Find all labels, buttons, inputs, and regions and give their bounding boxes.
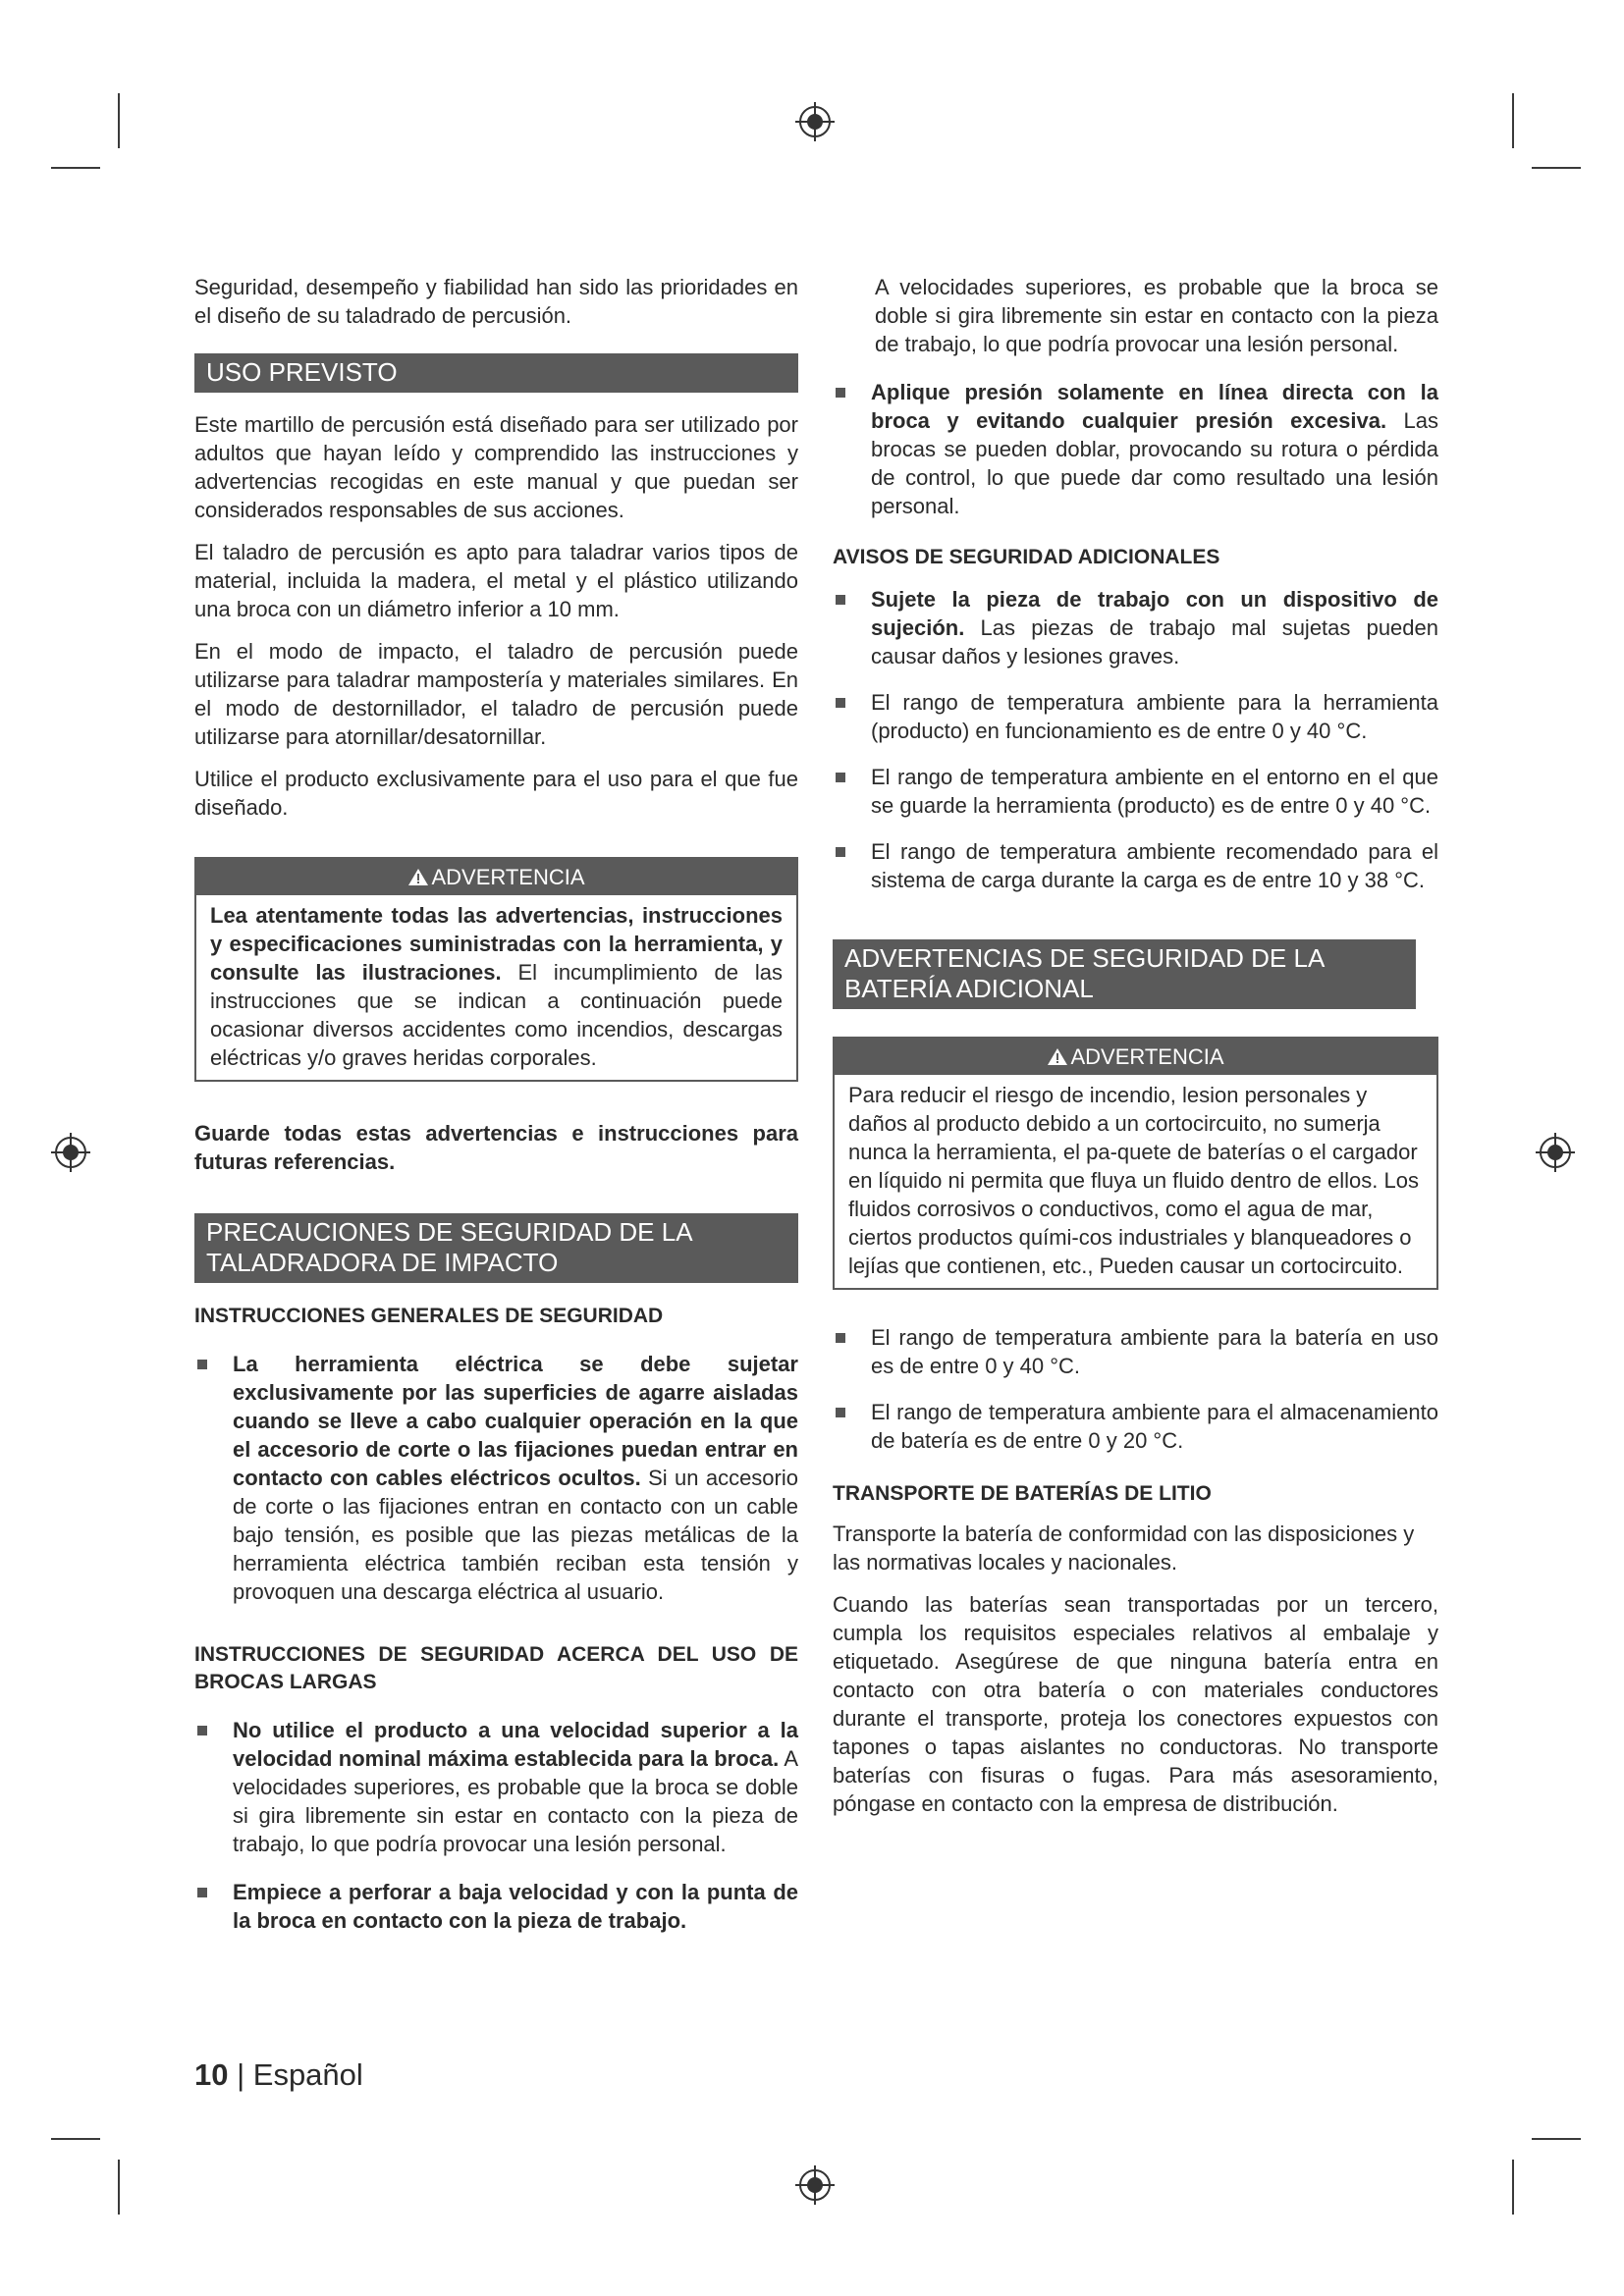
bullet-text: Si un accesorio de corte o las fijaciones entran en contacto con un cable bajo tensión, es posible que las piezas metálicas de la herramienta eléctrica también reciban esta tensión y provoquen una descarga eléctrica al usuario.	[233, 1466, 798, 1604]
footer-language: Español	[252, 2057, 363, 2092]
bullet-square-icon	[836, 595, 845, 605]
registration-mark-icon	[1534, 1131, 1577, 1174]
list-item	[194, 1716, 798, 1858]
bullet-bold-text: No utilice el producto a una velocidad superior a la velocidad nominal máxima establecida para la broca.	[233, 1718, 798, 1771]
page-footer	[194, 2057, 363, 2093]
bullet-square-icon	[197, 1726, 207, 1735]
list-item	[833, 688, 1438, 745]
crop-mark	[51, 167, 100, 169]
list-item	[833, 585, 1438, 670]
warning-title: ADVERTENCIA	[431, 865, 585, 889]
warning-bold-text: Lea atentamente todas las advertencias, instrucciones y especificaciones suministradas con la herramienta, y consulte las ilustraciones.	[210, 903, 783, 985]
section-heading-precauciones: PRECAUCIONES DE SEGURIDAD DE LA TALADRADORA DE IMPACTO	[194, 1213, 798, 1283]
footer-separator: |	[228, 2057, 253, 2092]
bullet-square-icon	[836, 773, 845, 782]
crop-mark	[1532, 2138, 1581, 2140]
crop-mark	[1532, 167, 1581, 169]
subheading-avisos: AVISOS DE SEGURIDAD ADICIONALES	[833, 546, 1220, 568]
list-item	[194, 1878, 798, 1935]
bullet-text: A velocidades superiores, es probable que la broca se doble si gira libremente sin estar en contacto con la pieza de trabajo, lo que podría provocar una lesión personal.	[233, 1746, 798, 1856]
bullet-text: Las piezas de trabajo mal sujetas pueden causar daños y lesiones graves.	[871, 615, 1438, 668]
warning-box	[833, 1037, 1438, 1290]
intro-paragraph: Seguridad, desempeño y fiabilidad han sido las prioridades en el diseño de su taladrado de percusión.	[194, 275, 798, 328]
bullet-bold-text: Sujete la pieza de trabajo con un dispositivo de sujeción.	[871, 587, 1438, 640]
bullet-square-icon	[197, 1888, 207, 1897]
warning-header	[196, 859, 796, 895]
save-note: Guarde todas estas advertencias e instrucciones para futuras referencias.	[194, 1121, 798, 1174]
bullet-square-icon	[836, 698, 845, 708]
section-heading-bateria: ADVERTENCIAS DE SEGURIDAD DE LA BATERÍA ADICIONAL	[833, 939, 1416, 1009]
right-column	[833, 273, 1438, 1818]
bullet-bold-text: Aplique presión solamente en línea directa con la broca y evitando cualquier presión excesiva.	[871, 380, 1438, 433]
bullet-square-icon	[197, 1360, 207, 1369]
list-item	[833, 378, 1438, 520]
bullet-text: El rango de temperatura ambiente recomendado para el sistema de carga durante la carga es de entre 10 y 38 °C.	[871, 839, 1438, 892]
bullet-bold-text: Empiece a perforar a baja velocidad y con la punta de la broca en contacto con la pieza de trabajo.	[233, 1880, 798, 1933]
list-item	[833, 837, 1438, 894]
warning-body-text: El incumplimiento de las instrucciones que se indican a continuación puede ocasionar diversos accidentes como incendios, descargas eléctricas y/o graves heridas corporales.	[210, 960, 783, 1070]
section-heading-uso-previsto: USO PREVISTO	[194, 353, 798, 393]
bullet-bold-text: La herramienta eléctrica se debe sujetar exclusivamente por las superficies de agarre aisladas cuando se lleve a cabo cualquier operación en la que el accesorio de corte o las fijaciones puedan entrar en contacto con cables eléctricos ocultos.	[233, 1352, 798, 1490]
registration-mark-icon	[793, 100, 837, 143]
bullet-text: Las brocas se pueden doblar, provocando su rotura o pérdida de control, lo que puede dar como resultado una lesión personal.	[871, 408, 1438, 518]
bullet-square-icon	[836, 388, 845, 398]
list-item	[833, 1398, 1438, 1455]
left-column	[194, 273, 798, 1935]
registration-mark-icon	[793, 2163, 837, 2207]
warning-text	[210, 901, 783, 1072]
bullet-square-icon	[836, 847, 845, 857]
warning-header	[835, 1039, 1436, 1075]
crop-mark	[118, 93, 120, 148]
uso-previsto-paragraph: Utilice el producto exclusivamente para el uso para el que fue diseñado.	[194, 767, 798, 820]
subheading-transporte: TRANSPORTE DE BATERÍAS DE LITIO	[833, 1482, 1212, 1505]
uso-previsto-paragraph: En el modo de impacto, el taladro de percusión puede utilizarse para taladrar mampostería y materiales similares. En el modo de destornillador, el taladro de percusión puede utilizarse para atornillar/desatornillar.	[194, 639, 798, 749]
list-item	[833, 1323, 1438, 1380]
transporte-paragraph: Cuando las baterías sean transportadas por un tercero, cumpla los requisitos especiales relativos al embalaje y etiquetado. Asegúrese de que ninguna batería entra en contacto con otra batería o con materiales conductores durante el transporte, proteja los conectores expuestos con tapones o tapas aislantes no conductoras. No transporte baterías con fisuras o fugas. Para más asesoramiento, póngase en contacto con la empresa de distribución.	[833, 1592, 1438, 1816]
registration-mark-icon	[49, 1131, 92, 1174]
warning-title: ADVERTENCIA	[1070, 1044, 1224, 1069]
bullet-text: El rango de temperatura ambiente para el almacenamiento de batería es de entre 0 y 20 °C.	[871, 1400, 1438, 1453]
crop-mark	[51, 2138, 100, 2140]
bullet-square-icon	[836, 1333, 845, 1343]
continuation-paragraph: A velocidades superiores, es probable que la broca se doble si gira libremente sin estar en contacto con la pieza de trabajo, lo que podría provocar una lesión personal.	[875, 275, 1438, 356]
list-item	[833, 763, 1438, 820]
bullet-text: El rango de temperatura ambiente para la batería en uso es de entre 0 y 40 °C.	[871, 1325, 1438, 1378]
uso-previsto-paragraph: Este martillo de percusión está diseñado para ser utilizado por adultos que hayan leído y comprendido las instrucciones y advertencias recogidas en este manual y que puedan ser considerados responsables de sus acciones.	[194, 412, 798, 522]
uso-previsto-paragraph: El taladro de percusión es apto para taladrar varios tipos de material, incluida la madera, el metal y el plástico utilizando una broca con un diámetro inferior a 10 mm.	[194, 540, 798, 621]
subheading-generales: INSTRUCCIONES GENERALES DE SEGURIDAD	[194, 1305, 664, 1327]
subheading-brocas: INSTRUCCIONES DE SEGURIDAD ACERCA DEL USO DE BROCAS LARGAS	[194, 1643, 798, 1693]
crop-mark	[1512, 93, 1514, 148]
transporte-paragraph: Transporte la batería de conformidad con las disposiciones y las normativas locales y nacionales.	[833, 1522, 1415, 1575]
bullet-text: El rango de temperatura ambiente para la herramienta (producto) en funcionamiento es de entre 0 y 40 °C.	[871, 690, 1438, 743]
warning-triangle-icon	[407, 868, 429, 886]
bullet-text: El rango de temperatura ambiente en el entorno en el que se guarde la herramienta (producto) es de entre 0 y 40 °C.	[871, 765, 1438, 818]
warning-text: Para reducir el riesgo de incendio, lesion personales y daños al producto debido a un cortocircuito, no sumerja nunca la herramienta, el pa-quete de baterías o el cargador en líquido ni permita que fluya un fluido dentro de ellos. Los fluidos corrosivos o conductivos, como el agua de mar, ciertos productos quími-cos industriales y blanqueadores o lejías que contienen, etc., Pueden causar un cortocircuito.	[848, 1083, 1419, 1278]
warning-box	[194, 857, 798, 1082]
crop-mark	[118, 2160, 120, 2215]
bullet-square-icon	[836, 1408, 845, 1417]
page-number: 10	[194, 2057, 229, 2092]
crop-mark	[1512, 2160, 1514, 2215]
warning-triangle-icon	[1047, 1047, 1068, 1066]
list-item	[194, 1350, 798, 1606]
